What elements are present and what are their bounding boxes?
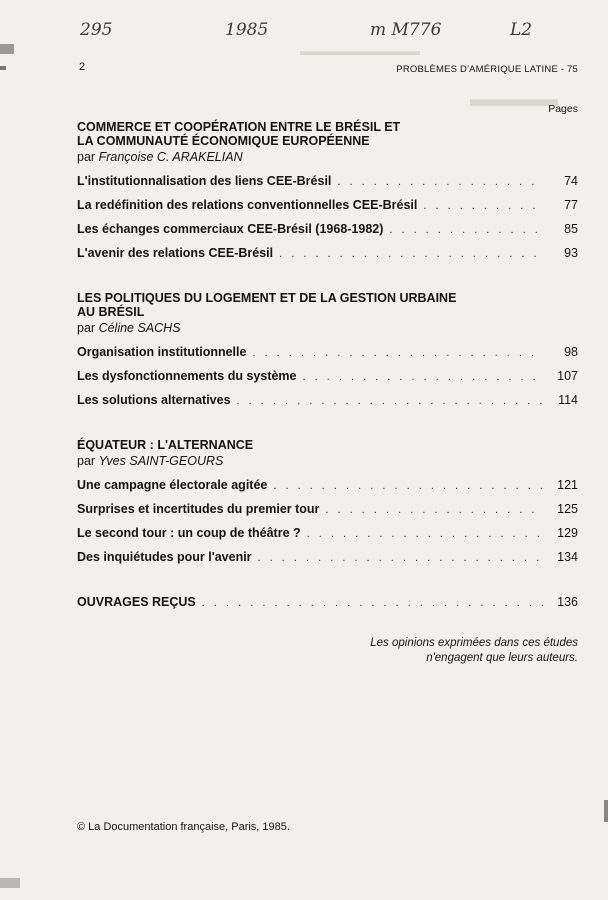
toc-entry[interactable]: L'avenir des relations CEE-Brésil . . . 93: [77, 246, 578, 270]
bleed-through-mark: ▬▬▬▬: [470, 86, 558, 111]
page-ref: 107: [557, 369, 578, 383]
page-ref: 74: [564, 174, 578, 188]
toc-section: [77, 291, 578, 417]
page-ref: 136: [557, 595, 578, 609]
table-of-contents: [77, 120, 578, 619]
toc-entry[interactable]: Surprises et incertitudes du premier tour . . . 125: [77, 502, 578, 526]
dot-leader: [337, 176, 544, 188]
toc-entry[interactable]: Organisation institutionnelle . . . 98: [77, 345, 578, 369]
section-title: COMMERCE ET COOPÉRATION ENTRE LE BRÉSIL ET LA COMMUNAUTÉ ÉCONOMIQUE EUROPÉENNE: [77, 120, 401, 148]
disclaimer-note: Les opinions exprimées dans ces études n'engagent que leurs auteurs.: [370, 637, 578, 664]
dot-leader: [273, 480, 544, 492]
toc-entry[interactable]: Une campagne électorale agitée . . . 121: [77, 478, 578, 502]
toc-entry[interactable]: Les dysfonctionnements du système . . . 107: [77, 369, 578, 393]
scan-edge-mark: [0, 44, 14, 54]
section-title: ÉQUATEUR : L'ALTERNANCE: [77, 438, 254, 452]
dot-leader: [258, 552, 544, 564]
dot-leader: [325, 504, 544, 516]
section-title: LES POLITIQUES DU LOGEMENT ET DE LA GESTION URBAINE AU BRÉSIL: [77, 291, 457, 319]
toc-entry[interactable]: Les solutions alternatives . . . 114: [77, 393, 578, 417]
toc-entry[interactable]: La redéfinition des relations conventionnelles CEE-Brésil . . . 77: [77, 198, 578, 222]
pages-column-label: Pages: [548, 103, 578, 115]
toc-section: [77, 120, 578, 270]
handwritten-note: 1985: [225, 20, 269, 40]
dot-leader: [307, 528, 544, 540]
dot-leader: [389, 224, 544, 236]
dot-leader: [237, 395, 544, 407]
scan-edge-mark: [0, 66, 6, 70]
dot-leader: [252, 347, 544, 359]
handwritten-annotations: [80, 20, 580, 48]
running-head: PROBLÈMES D'AMÉRIQUE LATINE - 75: [396, 64, 578, 75]
handwritten-note: L2: [510, 20, 533, 40]
scan-edge-mark: [0, 878, 20, 888]
page-ref: 121: [557, 478, 578, 492]
dot-leader: [279, 248, 544, 260]
page-ref: 85: [564, 222, 578, 236]
toc-section: [77, 595, 578, 619]
toc-entry[interactable]: L'institutionnalisation des liens CEE-Brésil . . . 74: [77, 174, 578, 198]
page-ref: 114: [558, 393, 578, 407]
page-ref: 77: [564, 198, 578, 212]
page-ref: 93: [564, 246, 578, 260]
toc-section: [77, 438, 578, 574]
section-author: par Françoise C. ARAKELIAN: [77, 150, 243, 164]
page-ref: 125: [557, 502, 578, 516]
page-ref: 98: [564, 345, 578, 359]
toc-entry[interactable]: Des inquiétudes pour l'avenir . . . 134: [77, 550, 578, 574]
page-ref: 134: [557, 550, 578, 564]
page-ref: 129: [557, 526, 578, 540]
section-author: par Yves SAINT-GEOURS: [77, 454, 224, 468]
toc-entry-ouvrages[interactable]: OUVRAGES REÇUS . . . 136: [77, 595, 578, 619]
dot-leader: [202, 597, 544, 609]
scan-edge-mark: [604, 800, 608, 822]
handwritten-note: m M776: [370, 20, 442, 40]
page-number: 2: [79, 61, 86, 73]
copyright-notice: © La Documentation française, Paris, 1985.: [77, 821, 290, 833]
section-author: par Céline SACHS: [77, 321, 181, 335]
toc-entry[interactable]: Les échanges commerciaux CEE-Brésil (1968-1982) . . . 85: [77, 222, 578, 246]
bleed-through-mark: ▬▬▬▬▬▬▬▬▬▬: [300, 44, 420, 58]
dot-leader: [303, 371, 544, 383]
dot-leader: [423, 200, 544, 212]
toc-entry[interactable]: Le second tour : un coup de théâtre ? . . . 129: [77, 526, 578, 550]
handwritten-note: 295: [80, 20, 113, 40]
